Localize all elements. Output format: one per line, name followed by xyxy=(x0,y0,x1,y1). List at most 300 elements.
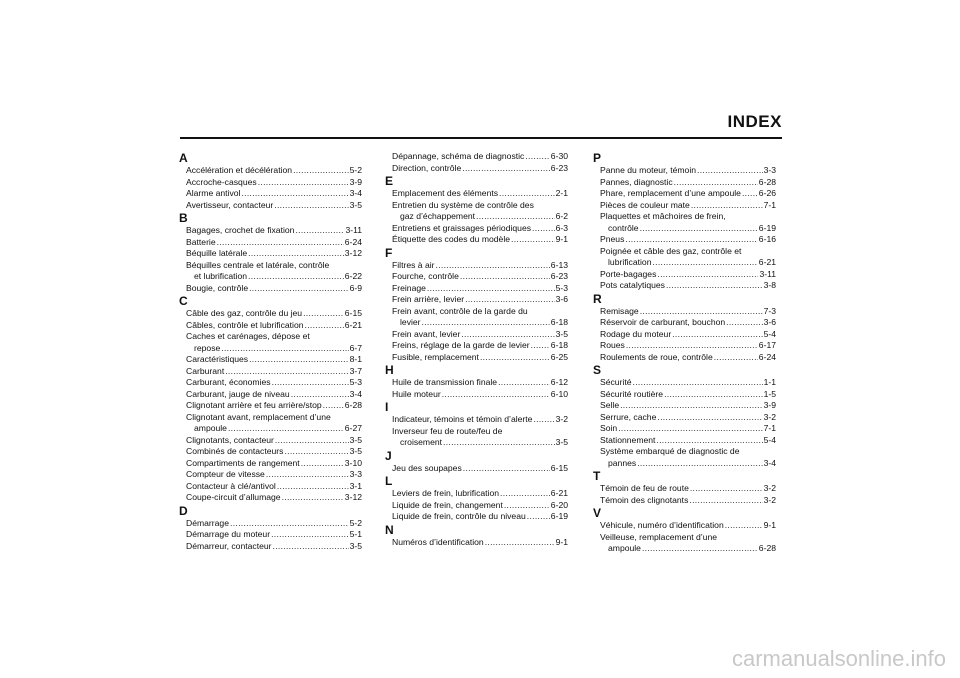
index-entry-line xyxy=(385,283,568,295)
index-entry xyxy=(385,260,568,272)
page-number: 6-26 xyxy=(758,188,776,198)
index-entry-line xyxy=(385,377,568,389)
index-entry-text: Câble des gaz, contrôle du jeu xyxy=(186,308,303,318)
page-number: 3-6 xyxy=(555,294,568,304)
index-entry xyxy=(179,435,362,447)
index-entry-text: Véhicule, numéro d’identification xyxy=(600,520,724,530)
index-entry-line xyxy=(593,200,776,212)
index-entry-line xyxy=(385,317,568,329)
page-number: 9-1 xyxy=(555,234,568,244)
index-entry-line xyxy=(593,317,776,329)
index-entry-text: Système embarqué de diagnostic de xyxy=(600,446,740,456)
page-number: 3-12 xyxy=(344,248,362,258)
page-number: 3-11 xyxy=(345,225,362,235)
page-number: 3-1 xyxy=(349,480,362,491)
index-entry-text: pannes xyxy=(608,457,637,468)
index-entry xyxy=(593,200,776,212)
index-entry-text: Sécurité routière xyxy=(600,388,664,399)
index-entry xyxy=(593,306,776,318)
page-number: 5-4 xyxy=(763,328,776,339)
index-entry-line xyxy=(385,329,568,341)
index-entry-line xyxy=(385,352,568,364)
index-entry-line xyxy=(179,225,362,237)
index-entry-text: contrôle xyxy=(608,222,639,233)
index-entry xyxy=(593,177,776,189)
dot-leader xyxy=(657,412,762,424)
dot-leader xyxy=(463,463,550,475)
index-entry-text: Freins, réglage de la garde de levier xyxy=(392,340,530,350)
index-entry xyxy=(593,389,776,401)
section-letter: B xyxy=(179,211,188,225)
page-number: 6-25 xyxy=(550,351,568,362)
index-entry xyxy=(179,177,362,189)
index-entry xyxy=(179,248,362,260)
index-column-3 xyxy=(593,151,776,555)
dot-leader xyxy=(217,237,344,249)
index-entry-text: Panne du moteur, témoin xyxy=(600,165,697,175)
index-entry-text: croisement xyxy=(400,437,443,447)
index-entry-text: Clignotant avant, remplacement d’une xyxy=(186,411,331,422)
index-entry-text: Entretien du système de contrôle des xyxy=(392,199,534,210)
page-number: 6-23 xyxy=(550,271,568,281)
index-entry-line xyxy=(593,340,776,352)
index-entry xyxy=(179,283,362,295)
index-entry-line xyxy=(385,151,568,163)
page-number: 3-10 xyxy=(344,457,362,468)
dot-leader xyxy=(485,537,555,549)
dot-leader xyxy=(652,257,757,269)
index-entry xyxy=(385,511,568,523)
index-entry-line xyxy=(593,352,776,364)
index-entry-line xyxy=(179,366,362,378)
page-number: 6-23 xyxy=(550,162,568,173)
index-entry-text: Démarreur, contacteur xyxy=(186,540,272,551)
section-letter: E xyxy=(385,174,394,188)
index-entry xyxy=(385,200,568,223)
section-letter: D xyxy=(179,503,188,518)
page-number: 3-2 xyxy=(555,414,568,424)
index-entry-line xyxy=(593,269,776,281)
index-entry xyxy=(593,400,776,412)
index-entry-text: Caches et carénages, dépose et xyxy=(186,331,310,341)
section-letter: R xyxy=(593,291,602,306)
page-number: 6-24 xyxy=(758,351,776,362)
page-number: 6-10 xyxy=(550,388,568,399)
index-entry xyxy=(593,495,776,507)
index-entry xyxy=(179,320,362,332)
section-letter: P xyxy=(593,151,602,165)
index-entry-line xyxy=(385,211,568,223)
index-entry-line xyxy=(385,463,568,475)
index-entry xyxy=(385,488,568,500)
index-entry-line xyxy=(593,389,776,401)
index-entry-text: Accélération et décélération xyxy=(186,165,293,175)
page-number: 3-4 xyxy=(349,188,362,198)
index-entry-line xyxy=(593,211,776,223)
page-number: 3-2 xyxy=(763,494,776,505)
page-number: 9-1 xyxy=(763,520,776,530)
index-entry-line xyxy=(179,237,362,249)
index-entry-line xyxy=(385,340,568,352)
page-number: 3-5 xyxy=(349,446,362,456)
page-number: 6-21 xyxy=(550,488,568,498)
page-number: 6-3 xyxy=(555,222,568,233)
dot-leader xyxy=(697,165,763,177)
index-entry-line xyxy=(593,532,776,544)
index-entry-line xyxy=(593,306,776,318)
dot-leader xyxy=(272,377,349,389)
index-entry-text: Roues xyxy=(600,340,625,350)
index-entry-line xyxy=(385,306,568,318)
index-entry-line xyxy=(593,223,776,235)
page-number: 3-7 xyxy=(349,365,362,376)
dot-leader xyxy=(303,308,344,320)
index-entry-text: Batterie xyxy=(186,236,216,247)
index-entry-line xyxy=(179,354,362,366)
index-entry-text: lubrification xyxy=(608,257,652,267)
index-entry-text: Inverseur feu de route/feu de xyxy=(392,425,503,436)
index-entry xyxy=(385,500,568,512)
page-number: 1-5 xyxy=(763,388,776,399)
dot-leader xyxy=(266,469,349,481)
dot-leader xyxy=(476,211,555,223)
index-entry-text: Combinés de contacteurs xyxy=(186,446,284,456)
dot-leader xyxy=(533,414,554,426)
page-number: 3-8 xyxy=(763,280,776,290)
index-entry-line xyxy=(385,511,568,523)
index-entry xyxy=(385,306,568,329)
index-entry-text: Pneus xyxy=(600,234,625,244)
index-entry-text: Selle xyxy=(600,400,620,410)
index-entry-line xyxy=(385,234,568,246)
index-entry-text: Numéros d’identification xyxy=(392,536,484,547)
index-entry-text: Rodage du moteur xyxy=(600,328,672,339)
section-letter: J xyxy=(385,448,392,463)
page-number: 7-1 xyxy=(763,423,776,433)
index-entry xyxy=(385,223,568,235)
index-entry-line xyxy=(385,163,568,175)
dot-leader xyxy=(274,200,348,212)
dot-leader xyxy=(462,163,550,175)
dot-leader xyxy=(460,271,550,283)
index-entry-text: Fusible, remplacement xyxy=(392,351,479,362)
page-number: 3-6 xyxy=(763,317,776,327)
dot-leader xyxy=(422,317,550,329)
dot-leader xyxy=(527,511,550,523)
page-number: 3-5 xyxy=(555,437,568,447)
index-entry xyxy=(179,237,362,249)
index-entry-text: Direction, contrôle xyxy=(392,162,462,173)
index-entry-line xyxy=(179,165,362,177)
page-number: 3-5 xyxy=(349,434,362,445)
index-entry-text: Carburant, économies xyxy=(186,377,271,387)
dot-leader xyxy=(626,340,758,352)
page-number: 5-4 xyxy=(763,434,776,445)
index-entry-line xyxy=(179,435,362,447)
page-title: INDEX xyxy=(727,112,782,131)
index-entry xyxy=(593,329,776,341)
index-entry-text: Phare, remplacement d’une ampoule xyxy=(600,188,741,198)
index-entry xyxy=(179,366,362,378)
dot-leader xyxy=(301,458,344,470)
index-entry xyxy=(385,329,568,341)
index-entry-line xyxy=(385,200,568,212)
index-entry xyxy=(593,520,776,532)
index-entry-line xyxy=(179,188,362,200)
index-entry xyxy=(385,188,568,200)
index-entry-line xyxy=(179,492,362,504)
dot-leader xyxy=(500,488,550,500)
dot-leader xyxy=(249,354,348,366)
index-entry-text: Compteur de vitesse xyxy=(186,469,265,479)
index-entry-text: levier xyxy=(400,317,421,327)
page-number: 6-28 xyxy=(758,543,776,553)
index-entry xyxy=(385,377,568,389)
index-entry xyxy=(385,283,568,295)
index-entry xyxy=(179,541,362,553)
page-number: 6-16 xyxy=(758,234,776,244)
index-entry-line xyxy=(385,188,568,200)
index-entry-line xyxy=(179,446,362,458)
dot-leader xyxy=(427,283,555,295)
dot-leader xyxy=(282,492,344,504)
page-number: 3-5 xyxy=(349,540,362,551)
index-entry xyxy=(593,352,776,364)
index-entry-text: ampoule xyxy=(194,423,227,433)
page-number: 3-4 xyxy=(349,388,362,399)
dot-leader xyxy=(323,400,344,412)
dot-leader xyxy=(742,188,758,200)
index-entry xyxy=(179,492,362,504)
index-entry xyxy=(593,188,776,200)
index-entry-line xyxy=(179,400,362,412)
dot-leader xyxy=(618,423,762,435)
index-entry-text: Leviers de frein, lubrification xyxy=(392,488,499,498)
index-entry-line xyxy=(179,248,362,260)
index-entry xyxy=(179,518,362,530)
index-entry xyxy=(593,377,776,389)
index-entry-line xyxy=(385,488,568,500)
index-entry-line xyxy=(385,271,568,283)
page-number: 6-27 xyxy=(344,423,362,433)
section-letter: T xyxy=(593,469,601,483)
index-entry-line xyxy=(385,437,568,449)
dot-leader xyxy=(657,269,758,281)
index-entry-line xyxy=(593,446,776,458)
index-entry-line xyxy=(385,223,568,235)
index-entry xyxy=(385,271,568,283)
dot-leader xyxy=(241,188,348,200)
dot-leader xyxy=(275,435,349,447)
page-number: 6-20 xyxy=(550,499,568,510)
index-entry-text: Soin xyxy=(600,423,618,433)
page-number: 7-1 xyxy=(763,199,776,210)
index-entry xyxy=(179,481,362,493)
index-entry-text: repose xyxy=(194,342,221,353)
page-number: 3-9 xyxy=(349,176,362,187)
index-entry xyxy=(593,483,776,495)
index-entry-line xyxy=(385,426,568,438)
index-entry-text: Frein avant, contrôle de la garde du xyxy=(392,305,528,316)
dot-leader xyxy=(273,541,349,553)
dot-leader xyxy=(436,260,550,272)
index-entry xyxy=(385,389,568,401)
page-number: 5-3 xyxy=(555,282,568,293)
index-entry-text: Freinage xyxy=(392,282,426,293)
index-entry-line xyxy=(593,483,776,495)
dot-leader xyxy=(271,529,349,541)
dot-leader xyxy=(443,437,555,449)
index-entry-line xyxy=(385,537,568,549)
index-entry-text: Câbles, contrôle et lubrification xyxy=(186,319,304,330)
page-number: 3-9 xyxy=(763,400,776,410)
index-entry-text: Porte-bagages xyxy=(600,268,657,279)
index-entry xyxy=(179,400,362,412)
page-number: 5-3 xyxy=(349,377,362,387)
page-number: 6-24 xyxy=(344,236,362,247)
dot-leader xyxy=(248,248,344,260)
page-number: 3-5 xyxy=(555,328,568,339)
page-number: 6-15 xyxy=(344,308,362,318)
index-entry xyxy=(385,234,568,246)
index-entry xyxy=(179,260,362,283)
index-entry-text: Huile moteur xyxy=(392,388,441,399)
page-number: 6-28 xyxy=(758,176,776,187)
page-number: 6-28 xyxy=(344,400,362,410)
index-entry-text: Remisage xyxy=(600,305,639,316)
index-entry-line xyxy=(593,257,776,269)
dot-leader xyxy=(258,177,349,189)
index-entry-text: Pièces de couleur mate xyxy=(600,199,690,210)
section-letter: C xyxy=(179,294,188,308)
dot-leader xyxy=(656,435,762,447)
index-entry-text: Roulements de roue, contrôle xyxy=(600,351,713,362)
dot-leader xyxy=(230,518,349,530)
index-entry-line xyxy=(593,246,776,258)
dot-leader xyxy=(504,500,550,512)
index-entry-line xyxy=(179,518,362,530)
index-entry-line xyxy=(593,329,776,341)
index-entry-line xyxy=(593,177,776,189)
page-number: 6-12 xyxy=(550,377,568,387)
dot-leader xyxy=(480,352,550,364)
dot-leader xyxy=(664,389,763,401)
page-number: 3-12 xyxy=(344,492,362,502)
index-entry-line xyxy=(593,188,776,200)
page-number: 6-7 xyxy=(349,342,362,353)
index-entry-text: Béquille latérale xyxy=(186,248,248,258)
dot-leader xyxy=(620,400,762,412)
page-number: 1-1 xyxy=(763,377,776,387)
dot-leader xyxy=(295,225,344,237)
dot-leader xyxy=(291,389,349,401)
index-entry-text: Poignée et câble des gaz, contrôle et xyxy=(600,245,742,256)
dot-leader xyxy=(691,200,763,212)
page-number: 3-11 xyxy=(759,268,776,279)
index-entry-line xyxy=(179,271,362,283)
index-entry-text: Carburant, jauge de niveau xyxy=(186,388,290,399)
index-entry xyxy=(385,537,568,549)
index-entry-line xyxy=(179,541,362,553)
dot-leader xyxy=(640,306,763,318)
page-number: 3-2 xyxy=(763,483,776,493)
index-entry-line xyxy=(593,234,776,246)
page-number: 3-3 xyxy=(349,469,362,479)
index-entry xyxy=(179,412,362,435)
index-entry xyxy=(179,377,362,389)
index-entry-text: Frein avant, levier xyxy=(392,328,461,339)
index-entry-text: Dépannage, schéma de diagnostic xyxy=(392,151,525,161)
dot-leader xyxy=(633,377,763,389)
section-letter: I xyxy=(385,400,389,414)
dot-leader xyxy=(277,481,349,493)
dot-leader xyxy=(532,223,555,235)
index-entry-text: Filtres à air xyxy=(392,259,435,270)
index-entry xyxy=(179,308,362,320)
dot-leader xyxy=(525,151,549,163)
index-entry-text: Béquilles centrale et latérale, contrôle xyxy=(186,259,330,270)
page-number: 6-19 xyxy=(550,511,568,521)
index-entry-text: Veilleuse, remplacement d’une xyxy=(600,531,718,542)
index-entry-text: Entretiens et graissages périodiques xyxy=(392,222,532,233)
dot-leader xyxy=(511,234,555,246)
index-entry xyxy=(179,200,362,212)
index-entry xyxy=(179,469,362,481)
index-entry-text: Réservoir de carburant, bouchon xyxy=(600,317,726,327)
page-number: 5-2 xyxy=(349,165,362,175)
index-entry xyxy=(593,246,776,269)
index-entry-line xyxy=(593,377,776,389)
index-entry xyxy=(385,352,568,364)
section-letter: H xyxy=(385,363,394,377)
dot-leader xyxy=(625,234,757,246)
page-number: 6-17 xyxy=(758,340,776,350)
title-rule xyxy=(180,137,782,139)
index-entry-line xyxy=(593,280,776,292)
index-entry-line xyxy=(179,458,362,470)
page-number: 5-2 xyxy=(349,517,362,528)
index-entry-text: Accroche-casques xyxy=(186,176,257,187)
index-entry xyxy=(385,340,568,352)
index-entry xyxy=(179,529,362,541)
dot-leader xyxy=(442,389,550,401)
index-entry-text: Alarme antivol xyxy=(186,188,241,198)
dot-leader xyxy=(249,283,348,295)
index-entry-line xyxy=(593,458,776,470)
index-entry-line xyxy=(179,283,362,295)
index-entry xyxy=(179,458,362,470)
index-entry-line xyxy=(179,469,362,481)
index-entry-text: Démarrage du moteur xyxy=(186,529,271,539)
index-entry-text: Serrure, cache xyxy=(600,411,657,422)
dot-leader xyxy=(305,320,344,332)
index-entry xyxy=(385,151,568,163)
page-number: 6-21 xyxy=(344,319,362,330)
page-number: 6-15 xyxy=(550,462,568,473)
index-entry-text: gaz d’échappement xyxy=(400,211,476,221)
index-entry xyxy=(179,389,362,401)
index-entry-line xyxy=(385,389,568,401)
index-entry-text: Clignotants, contacteur xyxy=(186,434,274,445)
index-column-2 xyxy=(385,151,568,548)
page-number: 8-1 xyxy=(349,354,362,364)
index-entry-line xyxy=(179,481,362,493)
page-number: 5-1 xyxy=(349,529,362,539)
index-entry xyxy=(179,188,362,200)
index-entry-text: Témoin des clignotants xyxy=(600,494,689,505)
index-entry-line xyxy=(385,260,568,272)
page-number: 6-30 xyxy=(550,151,568,161)
